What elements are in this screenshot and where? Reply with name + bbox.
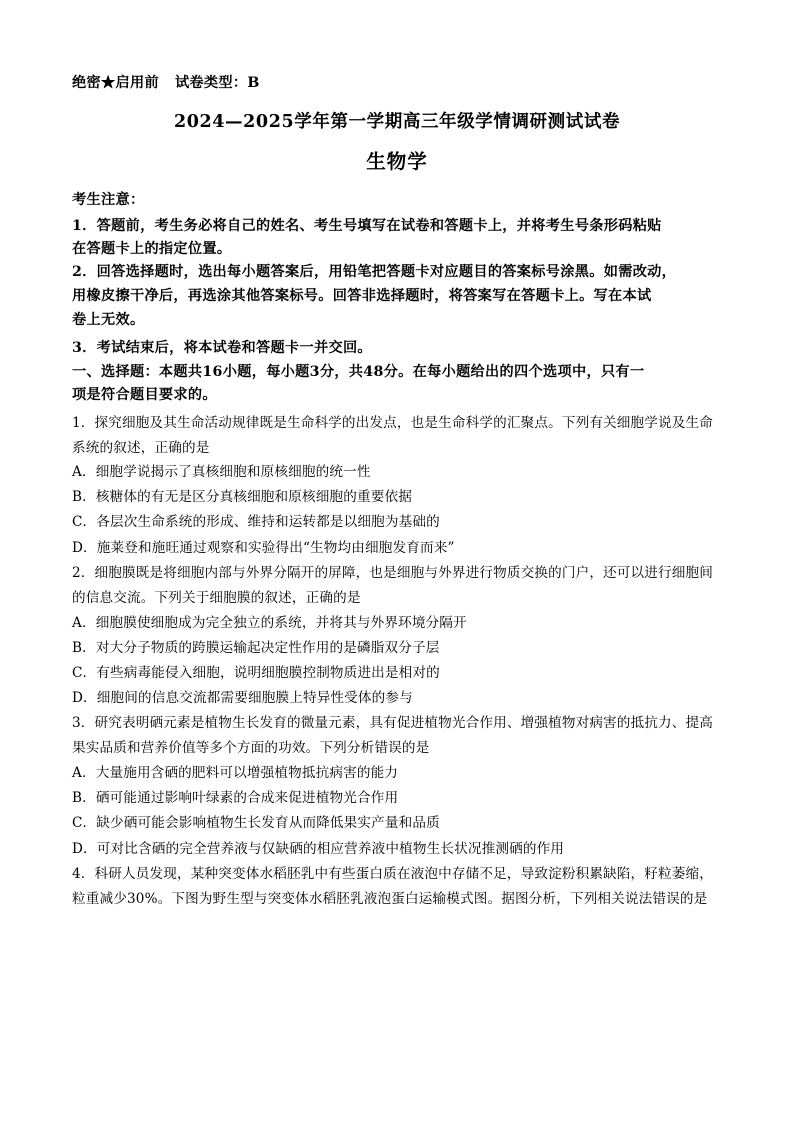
notice-line: 用橡皮擦干净后，再选涂其他答案标号。回答非选择题时，将答案写在答题卡上。写在本试 bbox=[72, 288, 652, 304]
option-c: C．缺少硒可能会影响植物生长发育从而降低果实产量和品质 bbox=[72, 815, 440, 831]
notice-line: 卷上无效。 bbox=[72, 312, 145, 328]
question-stem: 果实品质和营养价值等多个方面的功效。下列分析错误的是 bbox=[72, 740, 430, 756]
option-a: A．细胞膜使细胞成为完全独立的系统，并将其与外界环境分隔开 bbox=[72, 615, 467, 631]
option-d: D．可对比含硒的完全营养液与仅缺硒的相应营养液中植物生长状况推测硒的作用 bbox=[72, 841, 565, 857]
option-d: D．细胞间的信息交流都需要细胞膜上特异性受体的参与 bbox=[72, 690, 413, 706]
notice-line: 1．答题前，考生务必将自己的姓名、考生号填写在试卷和答题卡上，并将考生号条形码粘贴 bbox=[72, 218, 662, 234]
notice-heading: 考生注意： bbox=[72, 192, 145, 208]
notice-line: 在答题卡上的指定位置。 bbox=[72, 241, 232, 257]
exam-type: 试卷类型：B bbox=[174, 75, 260, 91]
option-b: B．对大分子物质的跨膜运输起决定性作用的是磷脂双分子层 bbox=[72, 640, 440, 656]
option-d: D．施莱登和施旺通过观察和实验得出“生物均由细胞发育而来” bbox=[72, 540, 455, 556]
option-c: C．各层次生命系统的形成、维持和运转都是以细胞为基础的 bbox=[72, 514, 440, 530]
notice-line: 3．考试结束后，将本试卷和答题卡一并交回。 bbox=[72, 340, 372, 356]
option-a: A．细胞学说揭示了真核细胞和原核细胞的统一性 bbox=[72, 464, 371, 480]
question-stem: 系统的叙述，正确的是 bbox=[72, 440, 210, 456]
section-heading: 一、选择题：本题共16小题，每小题3分，共48分。在每小题给出的四个选项中，只有一 bbox=[72, 364, 645, 380]
header-line bbox=[72, 74, 260, 92]
option-b: B．核糖体的有无是区分真核细胞和原核细胞的重要依据 bbox=[72, 489, 412, 505]
secret-label: 绝密★启用前 bbox=[72, 75, 159, 91]
subject-title: 生物学 bbox=[366, 150, 428, 173]
question-stem: 3．研究表明硒元素是植物生长发育的微量元素，具有促进植物光合作用、增强植物对病害的抵抗力、提高 bbox=[72, 715, 714, 731]
option-c: C．有些病毒能侵入细胞，说明细胞膜控制物质进出是相对的 bbox=[72, 665, 440, 681]
question-stem: 粒重减少30%。下图为野生型与突变体水稻胚乳液泡蛋白运输模式图。据图分析，下列相关说法错误的是 bbox=[72, 891, 708, 907]
option-b: B．硒可能通过影响叶绿素的合成来促进植物光合作用 bbox=[72, 790, 399, 806]
option-a: A．大量施用含硒的肥料可以增强植物抵抗病害的能力 bbox=[72, 765, 399, 781]
question-stem: 的信息交流。下列关于细胞膜的叙述，正确的是 bbox=[72, 590, 361, 606]
notice-line: 2．回答选择题时，选出每小题答案后，用铅笔把答题卡对应题目的答案标号涂黑。如需改动， bbox=[72, 264, 677, 280]
exam-title: 2024—2025学年第一学期高三年级学情调研测试试卷 bbox=[173, 112, 621, 132]
question-stem: 4．科研人员发现，某种突变体水稻胚乳中有些蛋白质在液泡中存储不足，导致淀粉积累缺陷，籽粒萎缩， bbox=[72, 866, 714, 882]
question-stem: 1．探究细胞及其生命活动规律既是生命科学的出发点，也是生命科学的汇聚点。下列有关细胞学说及生命 bbox=[72, 415, 714, 431]
section-heading: 项是符合题目要求的。 bbox=[72, 387, 217, 403]
question-stem: 2．细胞膜既是将细胞内部与外界分隔开的屏障，也是细胞与外界进行物质交换的门户，还可以进行细胞间 bbox=[72, 565, 714, 581]
